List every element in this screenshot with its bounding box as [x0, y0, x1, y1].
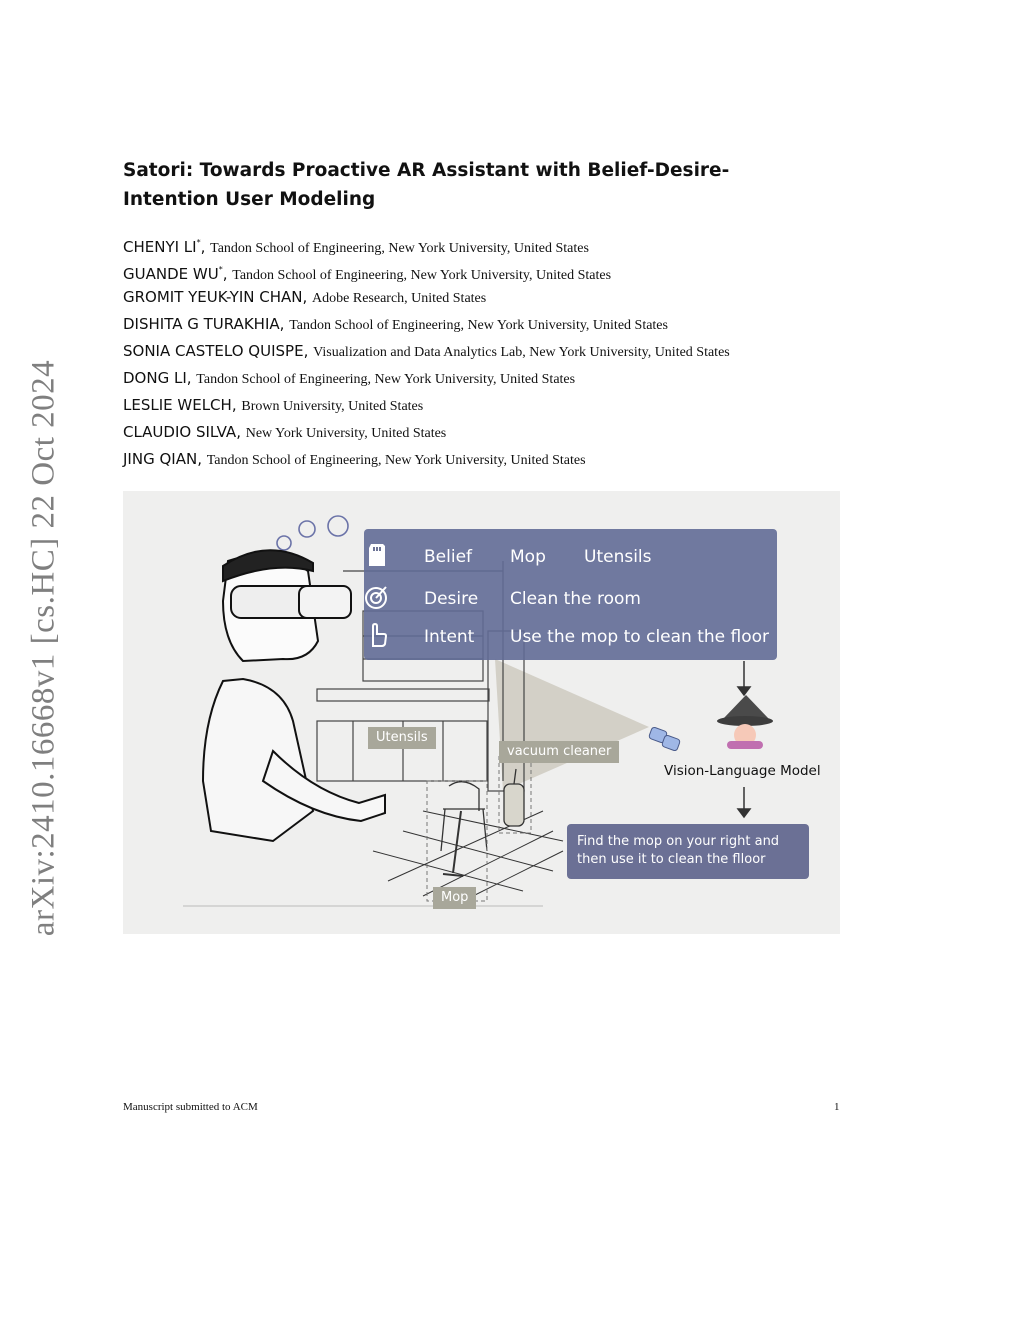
- author-entry: SONIA CASTELO QUISPE, Visualization and Data Analytics Lab, New York University, United States: [123, 342, 730, 360]
- footer-note: Manuscript submitted to ACM: [123, 1101, 258, 1113]
- hand-pointer-icon: [364, 622, 390, 648]
- author-entry: JING QIAN, Tandon School of Engineering, New York University, United States: [123, 450, 586, 468]
- author-entry: CHENYI LI*, Tandon School of Engineering, New York University, United States: [123, 238, 589, 256]
- author-name: JING QIAN: [123, 450, 198, 468]
- author-affiliation: New York University, United States: [245, 426, 447, 441]
- bdi-value: Utensils: [584, 547, 652, 567]
- vlm-label: Vision-Language Model: [664, 763, 821, 779]
- author-name: DONG LI: [123, 369, 187, 387]
- assistant-output-box: Find the mop on your right and then use it to clean the flloor: [567, 824, 809, 879]
- page-number: 1: [834, 1101, 840, 1113]
- bdi-row-intent: [364, 622, 777, 652]
- author-name: GUANDE WU*: [123, 265, 223, 283]
- author-entry: GUANDE WU*, Tandon School of Engineering, New York University, United States: [123, 265, 612, 283]
- tag-utensils: Utensils: [368, 727, 436, 749]
- bdi-row-belief: [364, 542, 777, 572]
- sd-card-icon: [364, 542, 390, 568]
- author-entry: DISHITA G TURAKHIA, Tandon School of Engineering, New York University, United States: [123, 315, 668, 333]
- author-name: CLAUDIO SILVA: [123, 423, 237, 441]
- author-affiliation: Tandon School of Engineering, New York University, United States: [210, 241, 589, 256]
- bdi-value: Clean the room: [510, 589, 641, 609]
- author-entry: CLAUDIO SILVA, New York University, United States: [123, 423, 447, 441]
- author-entry: GROMIT YEUK-YIN CHAN, Adobe Research, United States: [123, 288, 487, 306]
- bdi-value: Use the mop to clean the floor: [510, 627, 770, 647]
- author-affiliation: Brown University, United States: [241, 399, 424, 414]
- author-affiliation: Tandon School of Engineering, New York University, United States: [206, 453, 586, 468]
- bdi-value: Mop: [510, 547, 546, 567]
- paper-title: Satori: Towards Proactive AR Assistant with Belief-Desire-Intention User Modeling: [123, 160, 730, 210]
- bdi-label: Intent: [424, 627, 475, 647]
- author-name: CHENYI LI*: [123, 238, 201, 256]
- author-entry: DONG LI, Tandon School of Engineering, New York University, United States: [123, 369, 576, 387]
- bdi-label: Belief: [424, 547, 473, 567]
- author-list: [123, 229, 730, 472]
- author-name: LESLIE WELCH: [123, 396, 232, 414]
- tag-vacuum-cleaner: vacuum cleaner: [499, 741, 619, 763]
- author-affiliation: Visualization and Data Analytics Lab, New York University, United States: [313, 345, 730, 360]
- author-affiliation: Tandon School of Engineering, New York University, United States: [232, 268, 612, 283]
- tag-mop: Mop: [433, 887, 476, 909]
- author-name: DISHITA G TURAKHIA: [123, 315, 280, 333]
- author-affiliation: Tandon School of Engineering, New York University, United States: [289, 318, 668, 333]
- author-name: GROMIT YEUK-YIN CHAN: [123, 288, 303, 306]
- author-name: SONIA CASTELO QUISPE: [123, 342, 304, 360]
- author-affiliation: Adobe Research, United States: [312, 291, 487, 306]
- bdi-label: Desire: [424, 589, 479, 609]
- bdi-row-desire: [364, 584, 777, 614]
- author-entry: LESLIE WELCH, Brown University, United States: [123, 396, 424, 414]
- target-icon: [364, 584, 390, 610]
- bdi-panel: [364, 529, 777, 660]
- author-affiliation: Tandon School of Engineering, New York University, United States: [196, 372, 576, 387]
- teaser-figure: [123, 491, 840, 934]
- arxiv-identifier-stamp: arXiv:2410.16668v1 [cs.HC] 22 Oct 2024: [25, 359, 62, 937]
